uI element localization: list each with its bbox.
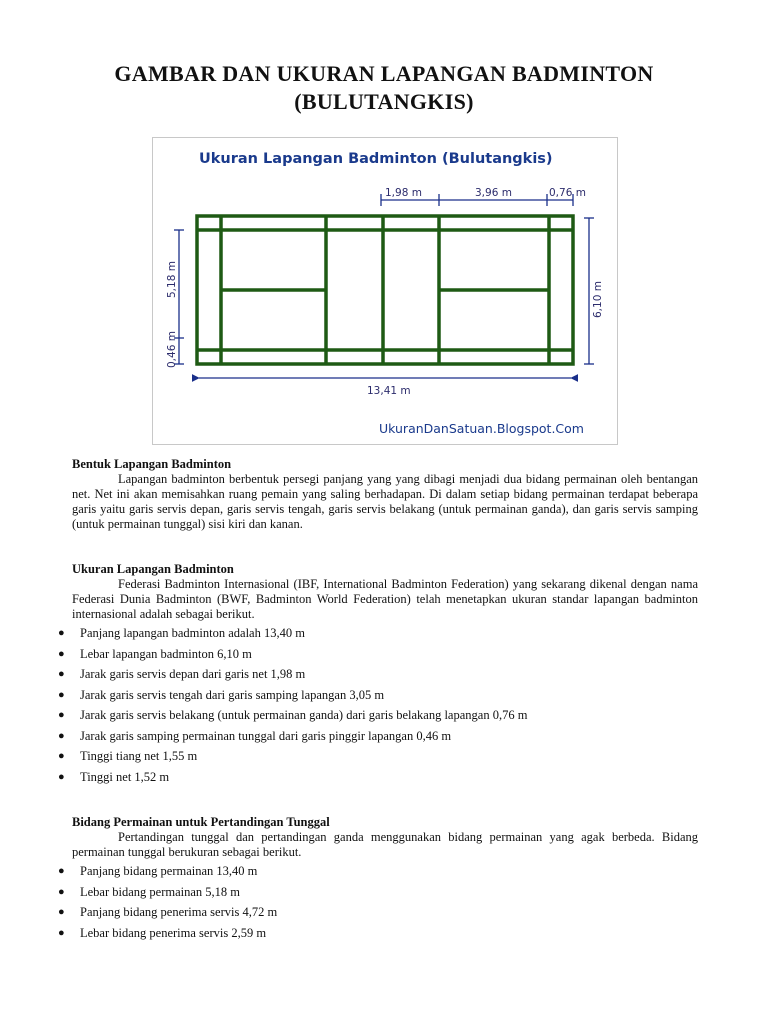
bullet-icon: ● <box>58 729 65 742</box>
bullet-icon: ● <box>58 627 65 639</box>
bullet-icon: ● <box>58 865 65 877</box>
diagram-heading: Ukuran Lapangan Badminton (Bulutangkis) <box>199 151 553 167</box>
court-diagram <box>152 137 618 445</box>
list-item-text: Tinggi net 1,52 m <box>80 769 170 784</box>
list-item-text: Panjang bidang permainan 13,40 m <box>80 864 258 878</box>
diagram-source-credit: UkuranDanSatuan.Blogspot.Com <box>379 421 584 436</box>
dim-label-13-41: 13,41 m <box>367 385 411 397</box>
section-paragraph: Pertandingan tunggal dan pertandingan ganda menggunakan bidang permainan yang agak berbeda. Bidang permainan tunggal berukuran sebagai berikut. <box>72 830 698 859</box>
dim-label-3-96: 3,96 m <box>475 187 512 199</box>
bullet-icon: ● <box>58 885 65 898</box>
list-item <box>58 623 698 644</box>
dim-label-1-98: 1,98 m <box>385 187 422 199</box>
bullet-icon: ● <box>58 770 65 783</box>
list-item-text: Panjang bidang penerima servis 4,72 m <box>80 905 278 919</box>
list-item <box>58 746 698 767</box>
list-item <box>58 685 698 706</box>
bullet-icon: ● <box>58 750 65 762</box>
list-item <box>58 705 698 726</box>
list-item <box>58 726 698 747</box>
list-item-text: Jarak garis servis belakang (untuk permainan ganda) dari garis belakang lapangan 0,76 m <box>80 708 528 722</box>
list-item <box>58 882 698 903</box>
list-item-text: Panjang lapangan badminton adalah 13,40 m <box>80 626 305 640</box>
list-item-text: Lebar bidang permainan 5,18 m <box>80 884 241 899</box>
list-item-text: Lebar lapangan badminton 6,10 m <box>80 646 252 661</box>
list-item-text: Jarak garis servis depan dari garis net 1,98 m <box>80 667 306 681</box>
section-paragraph: Lapangan badminton berbentuk persegi panjang yang yang dibagi menjadi dua bidang permainan oleh bentangan net. Net ini akan memisahkan ruang pemain yang saling berhadapan. Di dalam setiap bidang permainan terdapat beberapa garis yaitu garis servis depan, garis servis tengah, garis servis belakang (untuk permainan ganda), dan garis servis samping (untuk permainan tunggal) sisi kiri dan kanan. <box>72 472 698 531</box>
title-line-2: (BULUTANGKIS) <box>294 89 474 114</box>
list-item <box>58 861 698 882</box>
section-paragraph: Federasi Badminton Internasional (IBF, International Badminton Federation) yang sekarang dikenal dengan nama Federasi Dunia Badminton (BWF, Badminton World Federation) telah menetapkan ukuran standar lapangan badminton internasional adalah sebagai berikut. <box>72 577 698 621</box>
bullet-icon: ● <box>58 688 65 701</box>
section-heading: Bidang Permainan untuk Pertandingan Tunggal <box>72 815 330 829</box>
page-title <box>0 60 768 116</box>
dim-label-0-76: 0,76 m <box>549 187 586 199</box>
ukuran-list <box>58 623 698 787</box>
list-item-text: Jarak garis servis tengah dari garis samping lapangan 3,05 m <box>80 687 385 702</box>
dim-label-5-18: 5,18 m <box>166 261 178 298</box>
dim-label-6-10: 6,10 m <box>592 281 604 318</box>
list-item-text: Lebar bidang penerima servis 2,59 m <box>80 925 267 940</box>
list-item-text: Tinggi tiang net 1,55 m <box>80 749 198 763</box>
section-tunggal <box>72 815 698 860</box>
list-item <box>58 902 698 923</box>
section-heading: Bentuk Lapangan Badminton <box>72 457 232 471</box>
bullet-icon: ● <box>58 647 65 660</box>
section-bentuk <box>72 457 698 532</box>
list-item <box>58 767 698 788</box>
tunggal-list <box>58 861 698 943</box>
bullet-icon: ● <box>58 668 65 680</box>
section-heading: Ukuran Lapangan Badminton <box>72 562 234 576</box>
court-lines <box>197 216 573 364</box>
list-item <box>58 664 698 685</box>
list-item <box>58 644 698 665</box>
section-ukuran <box>72 562 698 622</box>
title-line-1: GAMBAR DAN UKURAN LAPANGAN BADMINTON <box>114 61 654 86</box>
bullet-icon: ● <box>58 906 65 918</box>
dim-label-0-46: 0,46 m <box>166 331 178 368</box>
court-diagram-svg <box>153 138 617 444</box>
bullet-icon: ● <box>58 926 65 939</box>
list-item <box>58 923 698 944</box>
list-item-text: Jarak garis samping permainan tunggal dari garis pinggir lapangan 0,46 m <box>80 728 452 743</box>
bullet-icon: ● <box>58 709 65 721</box>
